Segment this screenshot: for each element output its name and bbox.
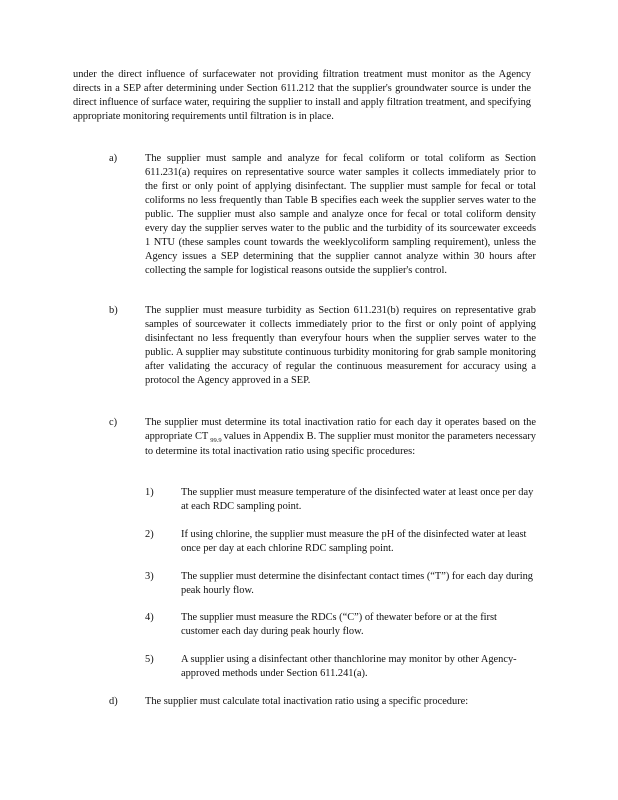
subitem-text: The supplier must measure the RDCs (“C”) of thewater before or at the first customer each day during peak hourly flow. [181, 612, 497, 637]
item-label: c) [109, 417, 118, 428]
item-text: The supplier must measure turbidity as Section 611.231(b) requires on representative grab samples of sourcewater it collects immediately prior to the first or only point of applying disinfectant no less frequently than everyfour hours when the supplier serves water to the public. A supplier may substitute continuous turbidity monitoring for grab sample monitoring after validating the accuracy of regular the continuous measurement for accuracy using a protocol the Agency approved in a SEP. [145, 305, 536, 386]
subitem-text: The supplier must measure temperature of the disinfected water at least once per day at each RDC sampling point. [181, 487, 534, 512]
item-text: The supplier must calculate total inactivation ratio using a specific procedure: [145, 696, 469, 707]
subitem-text: If using chlorine, the supplier must measure the pH of the disinfected water at least once per day at each chlorine RDC sampling point. [181, 529, 527, 554]
subitem-label: 3) [145, 571, 154, 582]
item-label: a) [109, 153, 118, 164]
item-label: d) [109, 696, 118, 707]
subitem-text: A supplier using a disinfectant other thanchlorine may monitor by other Agency-approved methods under Section 611.241(a). [181, 654, 517, 679]
item-text [145, 416, 536, 459]
subitem-label: 4) [145, 612, 154, 623]
subitem-label: 5) [145, 654, 154, 665]
subitem-label: 1) [145, 487, 154, 498]
item-label: b) [109, 305, 118, 316]
subitem-text: The supplier must determine the disinfectant contact times (“T”) for each day during peak hourly flow. [181, 571, 533, 596]
item-text: The supplier must sample and analyze for fecal coliform or total coliform as Section 611.231(a) requires on representative source water samples it collects immediately prior to the first or only point of applying disinfectant. The supplier must sample for fecal or total coliforms no less frequently than Table B specifies each week the supplier serves water to the public. The supplier must also sample and analyze once for fecal or total coliform density every day the supplier serves water to the public and the turbidity of its sourcewater exceeds 1 NTU (these samples count towards the weeklycoliform sampling requirement), unless the Agency issues a SEP determining that the supplier cannot analyze within 30 hours after collecting the sample for logistical reasons outside the supplier's control. [145, 153, 536, 276]
subitem-label: 2) [145, 529, 154, 540]
intro-paragraph: under the direct influence of surfacewater not providing filtration treatment must monitor as the Agency directs in a SEP after determining under Section 611.212 that the supplier's groundwater source is under the direct influence of surface water, requiring the supplier to install and apply filtration treatment, and specifying appropriate monitoring requirements until filtration is in place. [73, 69, 531, 122]
ct-subscript: 99.9 [210, 437, 222, 444]
item-text-before: The supplier must determine its total inactivation ratio for each day it operates based on the appropriate CT [145, 417, 536, 442]
item-text-after: values in Appendix B. The supplier must monitor the parameters necessary to determine its total inactivation ratio using specific procedures: [145, 431, 536, 457]
